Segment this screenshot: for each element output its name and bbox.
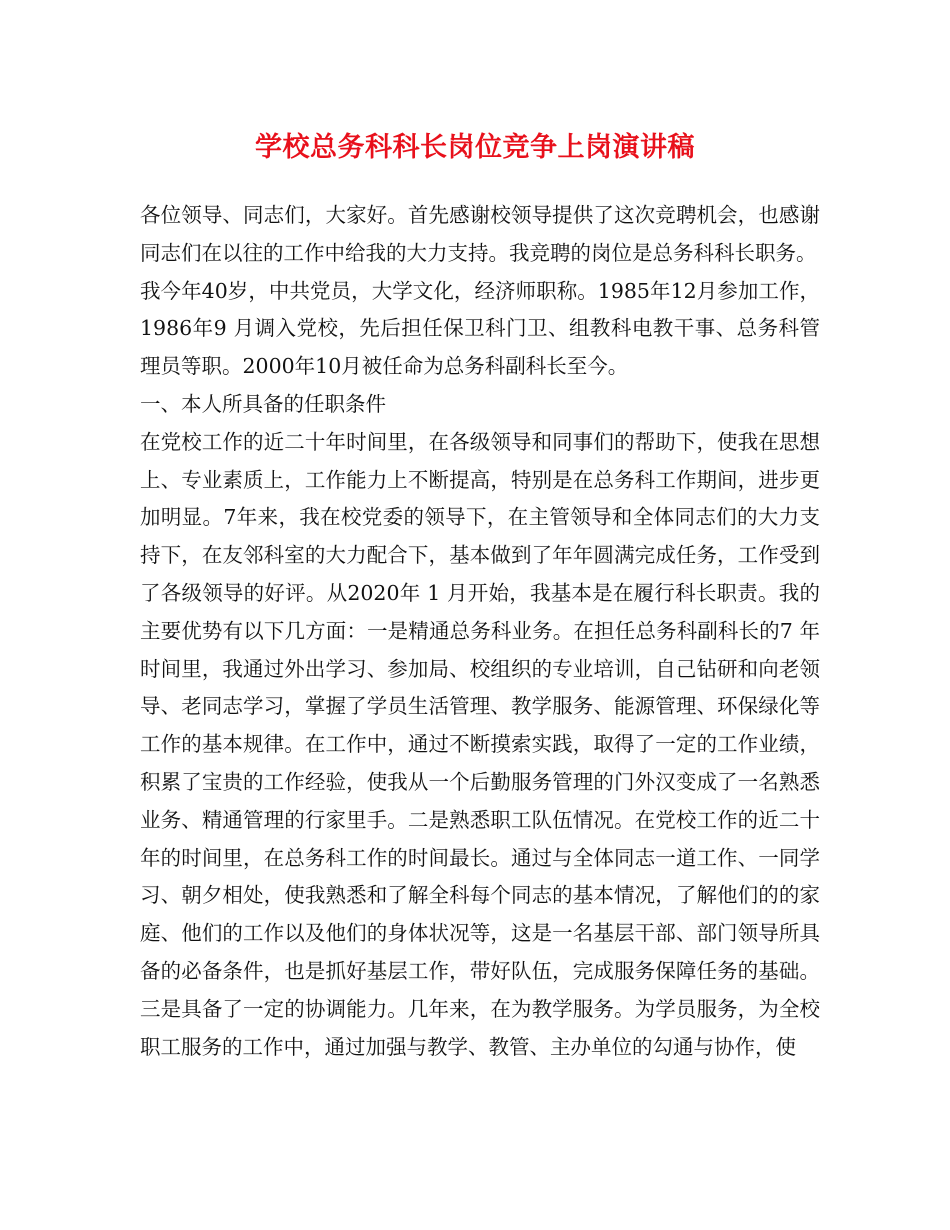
document-title: 学校总务科科长岗位竞争上岗演讲稿 — [255, 132, 695, 163]
document-body — [140, 197, 820, 1066]
paragraph-greeting: 各位领导、同志们，大家好。首先感谢校领导提供了这次竞聘机会，也感谢同志们在以往的工作中给我的大力支持。我竞聘的岗位是总务科科长职务。 — [140, 203, 820, 265]
paragraph-personal-info: 我今年40岁，中共党员，大学文化，经济师职称。1985年12月参加工作，1986年9 月调入党校，先后担任保卫科门卫、组教科电教干事、总务科管理员等职。2000年10月被任命为总务科副科长至今。 — [140, 278, 820, 379]
section-heading-qualifications: 一、本人所具备的任职条件 — [140, 391, 386, 416]
paragraph-qualifications: 在党校工作的近二十年时间里，在各级领导和同事们的帮助下，使我在思想上、专业素质上，工作能力上不断提高，特别是在总务科工作期间，进步更加明显。7年来，我在校党委的领导下，在主管领导和全体同志们的大力支持下，在友邻科室的大力配合下，基本做到了年年圆满完成任务，工作受到了各级领导的好评。从2020年 1 月开始，我基本是在履行科长职责。我的主要优势有以下几方面：一是精通总务科业务。在担任总务科副科长的7 年时间里，我通过外出学习、参加局、校组织的专业培训，自己钻研和向老领导、老同志学习，掌握了学员生活管理、教学服务、能源管理、环保绿化等工作的基本规律。在工作中，通过不断摸索实践，取得了一定的工作业绩，积累了宝贵的工作经验，使我从一个后勤服务管理的门外汉变成了一名熟悉业务、精通管理的行家里手。二是熟悉职工队伍情况。在党校工作的近二十年的时间里，在总务科工作的时间最长。通过与全体同志一道工作、一同学习、朝夕相处，使我熟悉和了解全科每个同志的基本情况，了解他们的的家庭、他们的工作以及他们的身体状况等，这是一名基层干部、部门领导所具备的必备条件，也是抓好基层工作，带好队伍，完成服务保障任务的基础。三是具备了一定的协调能力。几年来，在为教学服务。为学员服务，为全校职工服务的工作中，通过加强与教学、教管、主办单位的勾通与协作，使 — [140, 429, 820, 1059]
